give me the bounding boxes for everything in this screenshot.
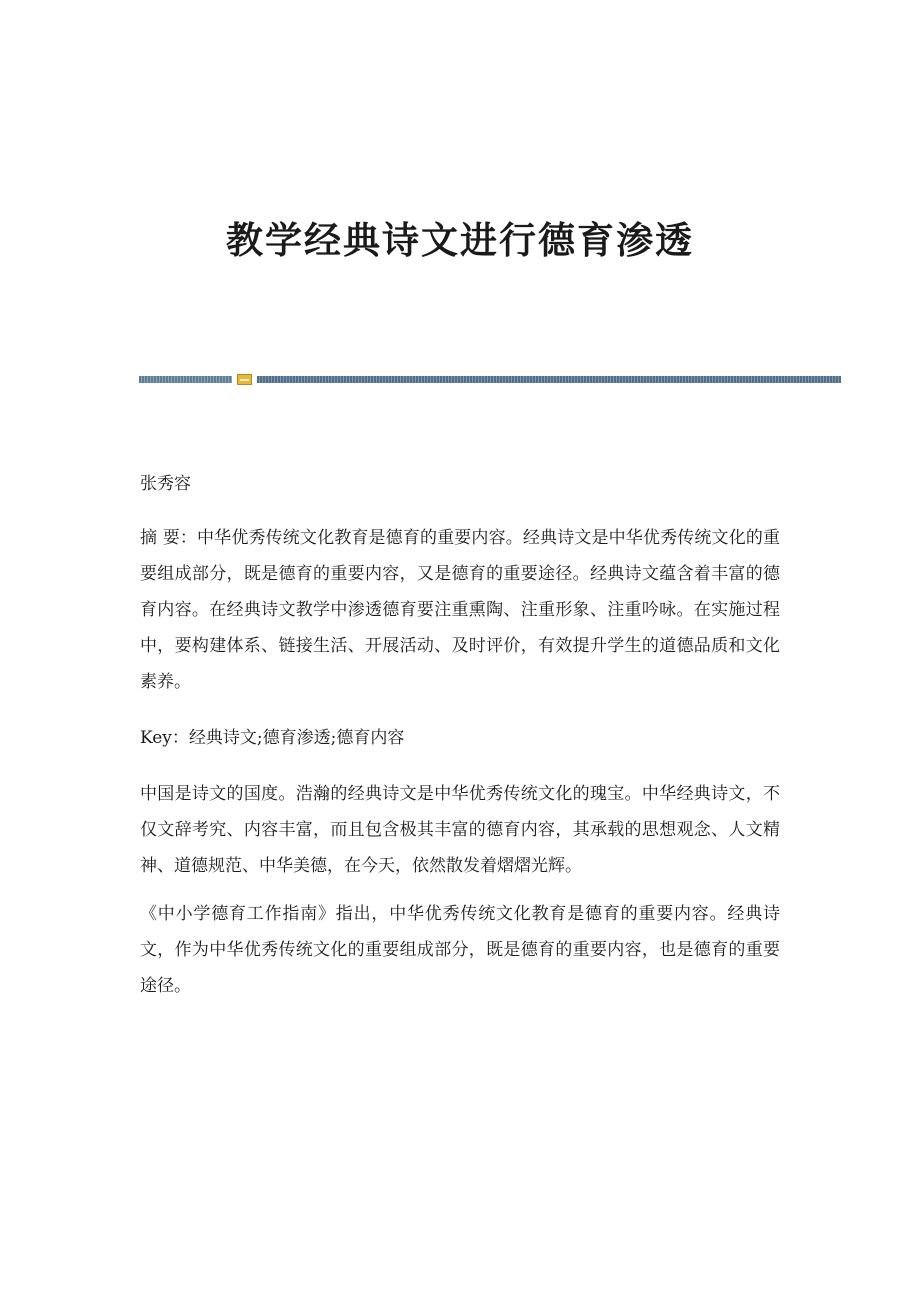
divider-bar-left [139,376,232,383]
document-title: 教学经典诗文进行德育渗透 [226,218,694,262]
abstract [140,520,780,700]
body-paragraph: 中国是诗文的国度。浩瀚的经典诗文是中华优秀传统文化的瑰宝。中华经典诗文，不仅文辞考究、内容丰富，而且包含极其丰富的德育内容，其承载的思想观念、人文精神、道德规范、中华美德，在今天，依然散发着熠熠光辉。 [140,784,780,876]
document-body [140,468,780,1004]
abstract-label: 摘 要： [140,528,198,548]
title-divider [139,374,841,386]
divider-bar-right [257,376,841,383]
abstract-text: 中华优秀传统文化教育是德育的重要内容。经典诗文是中华优秀传统文化的重要组成部分，既是德育的重要内容，又是德育的重要途径。经典诗文蕴含着丰富的德育内容。在经典诗文教学中渗透德育要注重熏陶、注重形象、注重吟咏。在实施过程中，要构建体系、链接生活、开展活动、及时评价，有效提升学生的道德品质和文化素养。 [140,528,781,692]
author-name: 张秀容 [140,474,191,494]
keywords [140,720,780,756]
keywords-label: Key： [140,728,189,748]
body-paragraph: 《中小学德育工作指南》指出，中华优秀传统文化教育是德育的重要内容。经典诗文，作为中华优秀传统文化的重要组成部分，既是德育的重要内容，也是德育的重要途径。 [140,904,780,996]
keywords-text: 经典诗文;德育渗透;德育内容 [188,728,405,748]
divider-ornament-icon [237,374,252,385]
